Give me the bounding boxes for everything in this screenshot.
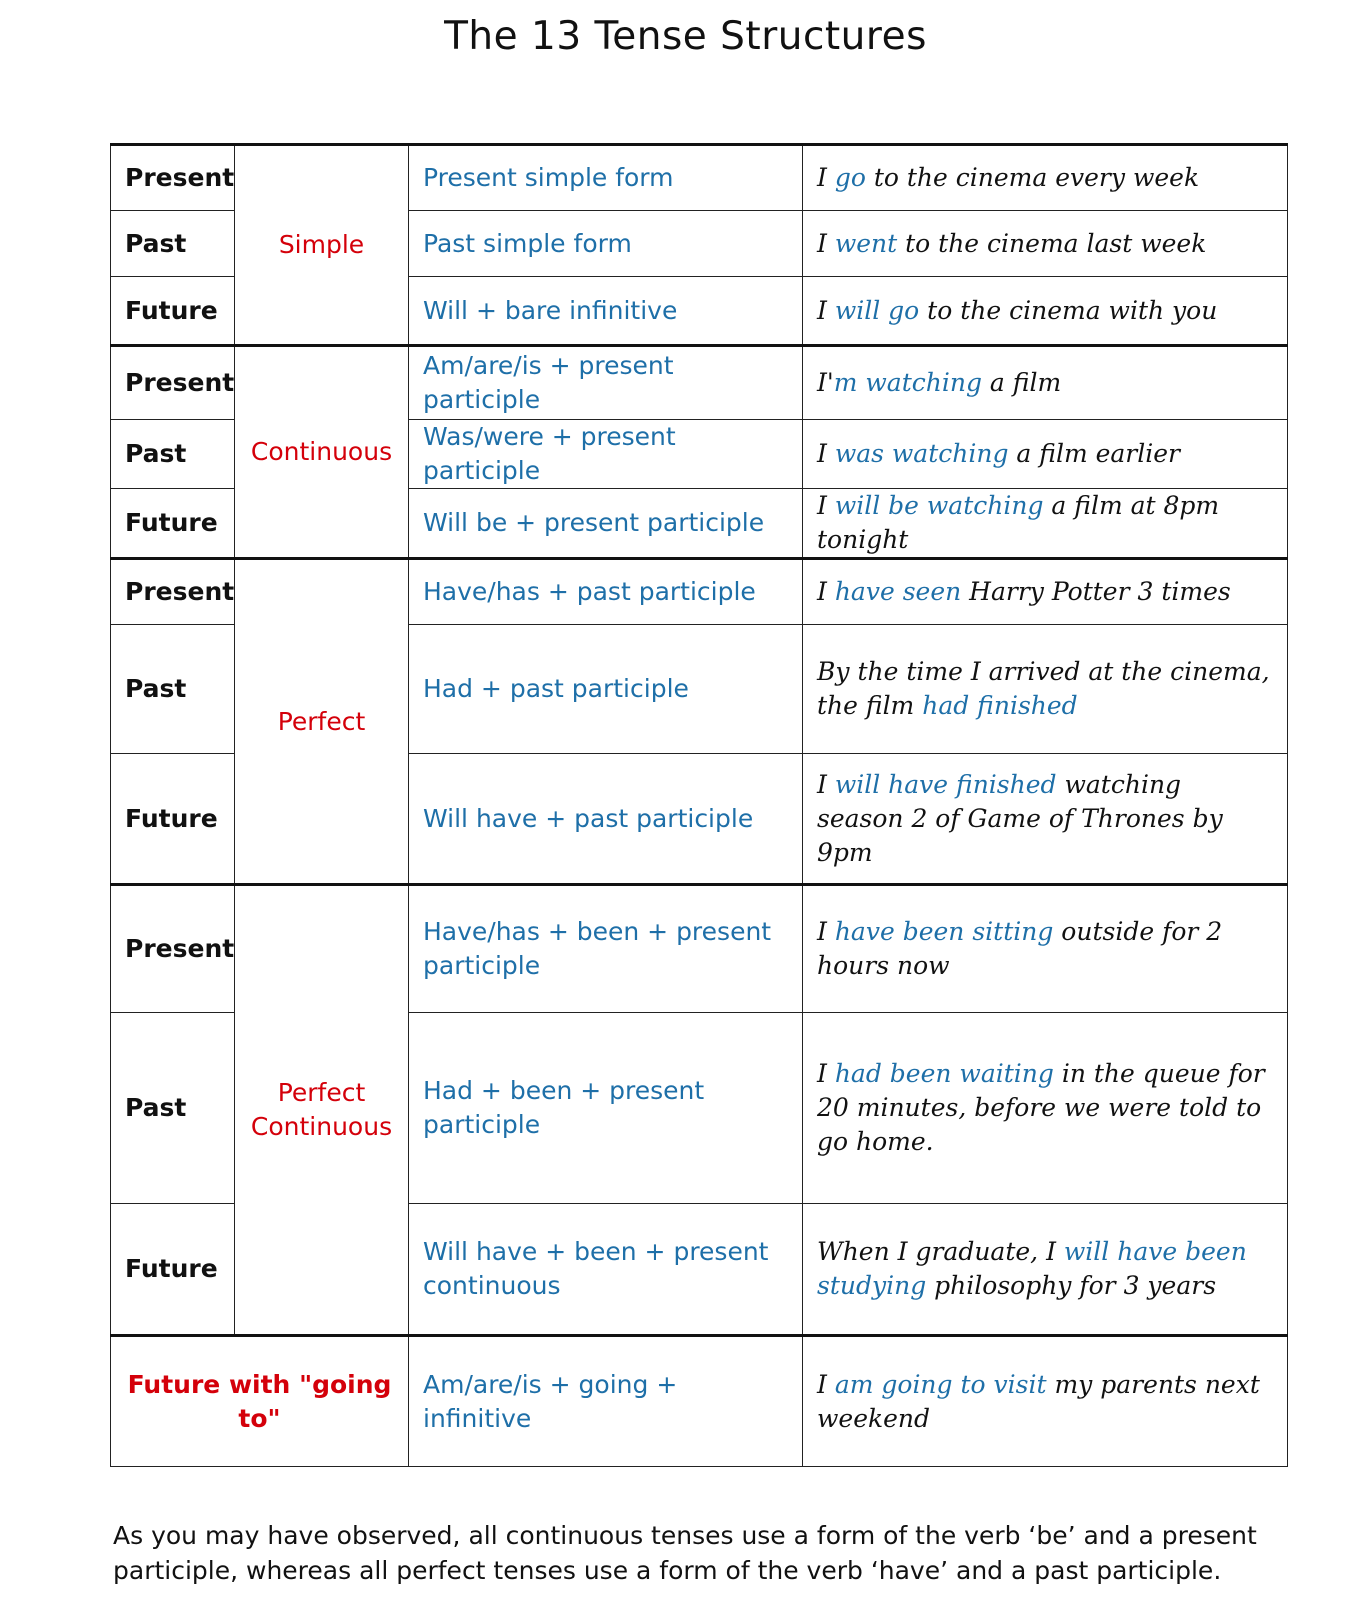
example-text: I xyxy=(817,163,835,192)
example-highlight: will be watching xyxy=(834,491,1044,520)
example-text: I xyxy=(817,917,835,946)
example-text: I xyxy=(817,1369,835,1399)
example-text: a film xyxy=(981,368,1062,397)
tense-form: Will have + past participle xyxy=(409,754,803,885)
tense-example xyxy=(803,346,1288,420)
tense-example xyxy=(803,420,1288,489)
example-text: I' xyxy=(817,368,834,397)
tense-row xyxy=(111,346,1288,420)
tense-form: Present simple form xyxy=(409,145,803,211)
tense-form: Had + past participle xyxy=(409,625,803,754)
tense-table-body xyxy=(111,145,1288,1467)
example-text: When I graduate, I xyxy=(817,1237,1064,1266)
example-highlight: had finished xyxy=(922,691,1078,720)
example-text: I xyxy=(817,295,835,325)
example-highlight: will go xyxy=(834,295,920,325)
example-highlight: went xyxy=(834,228,898,258)
example-text: philosophy for 3 years xyxy=(926,1271,1217,1300)
example-highlight: will have finished xyxy=(834,769,1057,799)
example-text: I xyxy=(817,577,835,606)
tense-form: Have/has + been + present participle xyxy=(409,885,803,1013)
tense-form: Past simple form xyxy=(409,211,803,277)
example-highlight: have been sitting xyxy=(834,917,1054,946)
tense-form: Have/has + past participle xyxy=(409,559,803,625)
example-text: watching season 2 of Game of Thrones by 9pm xyxy=(817,769,1223,867)
tense-table xyxy=(110,143,1288,1467)
example-highlight: will have been studying xyxy=(817,1237,1247,1300)
example-highlight: am going to visit xyxy=(834,1369,1047,1399)
tense-example xyxy=(803,277,1288,346)
tense-row xyxy=(111,885,1288,1013)
example-text: I xyxy=(817,1059,835,1088)
tense-form: Am/are/is + going + infinitive xyxy=(409,1336,803,1467)
example-text: to the cinema last week xyxy=(897,228,1207,258)
time-label: Future xyxy=(111,754,235,885)
footer-note: As you may have observed, all continuous tenses use a form of the verb ‘be’ and a present participle, whereas all perfect tenses use a form of the verb ‘have’ and a past participle. xyxy=(113,1521,1257,1585)
tense-example xyxy=(803,625,1288,754)
time-label: Past xyxy=(111,1013,235,1204)
time-label: Present xyxy=(111,145,235,211)
tense-example xyxy=(803,145,1288,211)
tense-example xyxy=(803,559,1288,625)
example-text: I xyxy=(817,228,835,258)
time-label: Future xyxy=(111,489,235,559)
going-to-row xyxy=(111,1336,1288,1467)
tense-form: Had + been + present participle xyxy=(409,1013,803,1204)
aspect-label: Continuous xyxy=(235,346,409,559)
tense-form: Will have + been + present continuous xyxy=(409,1204,803,1336)
example-highlight: was watching xyxy=(834,439,1009,468)
time-label: Past xyxy=(111,420,235,489)
example-highlight: m watching xyxy=(833,368,982,397)
time-label: Present xyxy=(111,559,235,625)
tense-example xyxy=(803,1013,1288,1204)
example-text: a film at 8pm tonight xyxy=(817,491,1220,554)
example-text: my parents next weekend xyxy=(817,1369,1260,1433)
time-label: Future xyxy=(111,277,235,346)
example-highlight: had been waiting xyxy=(834,1059,1054,1088)
tense-form: Am/are/is + present participle xyxy=(409,346,803,420)
example-text: I xyxy=(817,439,835,468)
aspect-label: Perfect Continuous xyxy=(235,885,409,1336)
example-text: I xyxy=(817,769,835,799)
time-label: Present xyxy=(111,346,235,420)
tense-example xyxy=(803,1204,1288,1336)
tense-example xyxy=(803,1336,1288,1467)
aspect-label: Simple xyxy=(235,145,409,346)
tense-example xyxy=(803,754,1288,885)
time-label: Present xyxy=(111,885,235,1013)
tense-example xyxy=(803,211,1288,277)
example-text: in the queue for 20 minutes, before we were told to go home. xyxy=(817,1059,1265,1156)
page-title: The 13 Tense Structures xyxy=(444,14,927,59)
tense-form: Was/were + present participle xyxy=(409,420,803,489)
example-text: outside for 2 hours now xyxy=(817,917,1223,980)
example-text: Harry Potter 3 times xyxy=(961,577,1231,606)
example-text: I xyxy=(817,491,835,520)
tense-form: Will + bare infinitive xyxy=(409,277,803,346)
going-to-label: Future with "going to" xyxy=(111,1336,409,1467)
example-text: to the cinema every week xyxy=(865,163,1200,192)
tense-example xyxy=(803,489,1288,559)
tense-row xyxy=(111,559,1288,625)
tense-form: Will be + present participle xyxy=(409,489,803,559)
tense-example xyxy=(803,885,1288,1013)
tense-row xyxy=(111,145,1288,211)
example-highlight: have seen xyxy=(834,577,962,606)
time-label: Future xyxy=(111,1204,235,1336)
example-text: By the time I arrived at the cinema, the film xyxy=(817,657,1270,720)
example-text: a film earlier xyxy=(1008,439,1180,468)
time-label: Past xyxy=(111,625,235,754)
time-label: Past xyxy=(111,211,235,277)
example-text: to the cinema with you xyxy=(919,295,1218,325)
example-highlight: go xyxy=(834,163,866,192)
aspect-label: Perfect xyxy=(235,559,409,885)
